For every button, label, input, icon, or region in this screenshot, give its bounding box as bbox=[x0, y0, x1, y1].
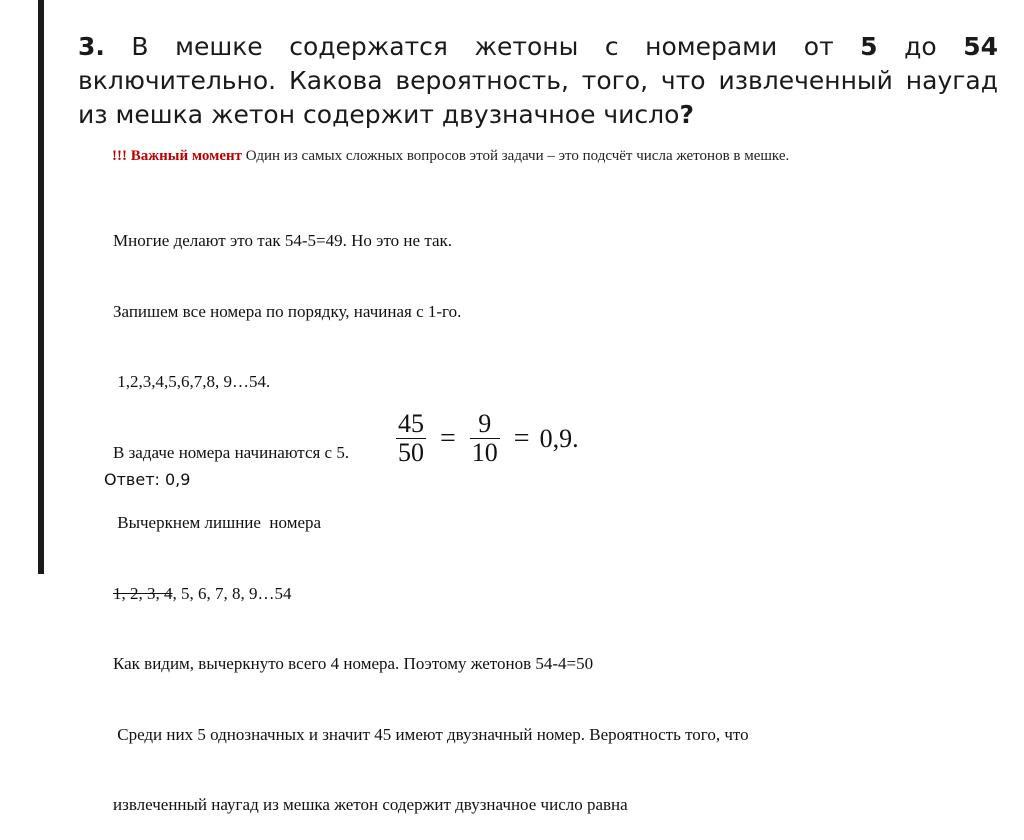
solution-line-3: 1,2,3,4,5,6,7,8, 9…54. bbox=[113, 372, 271, 391]
fraction-2-denominator: 10 bbox=[471, 438, 498, 467]
important-note-text: Один из самых сложных вопросов этой задачи – это подсчёт числа жетонов в мешке. bbox=[241, 148, 790, 164]
fraction-45-50 bbox=[396, 410, 426, 467]
answer: Ответ: 0,9 bbox=[104, 470, 191, 489]
problem-number: 3. bbox=[78, 32, 105, 61]
title-text-1: В мешке содержатся жетоны с номерами от bbox=[104, 32, 861, 61]
title-question-mark: ? bbox=[679, 100, 694, 129]
important-note-label: !!! Важный момент bbox=[112, 148, 242, 164]
title-text-3: включительно. Какова вероятность, того, что извлеченный наугад из мешка жетон содержит двузначное число bbox=[78, 66, 998, 129]
important-note bbox=[112, 148, 789, 165]
probability-formula bbox=[392, 410, 579, 467]
solution-line-2: Запишем все номера по порядку, начиная с 1-го. bbox=[113, 301, 462, 321]
remaining-numbers: , 5, 6, 7, 8, 9…54 bbox=[172, 583, 292, 603]
solution-line-5: Вычеркнем лишние номера bbox=[113, 513, 322, 532]
struck-numbers: 1, 2, 3, 4 bbox=[113, 583, 173, 603]
title-text-2: до bbox=[877, 32, 964, 61]
equals-sign-2: = bbox=[513, 422, 530, 454]
solution-line-7: Как видим, вычеркнуто всего 4 номера. Поэтому жетонов 54-4=50 bbox=[113, 654, 594, 673]
solution-line-6 bbox=[113, 582, 749, 606]
solution-line-9: извлеченный наугад из мешка жетон содержит двузначное число равна bbox=[113, 795, 628, 814]
solution-line-1: Многие делают это так 54-5=49. Но это не так. bbox=[113, 231, 453, 250]
title-number-from: 5 bbox=[860, 32, 878, 61]
title-number-to: 54 bbox=[963, 32, 998, 61]
equals-sign-1: = bbox=[440, 422, 456, 454]
fraction-9-10 bbox=[470, 410, 500, 467]
formula-result: 0,9. bbox=[539, 423, 579, 453]
solution-line-4: В задаче номера начинаются с 5. bbox=[113, 442, 350, 462]
fraction-1-numerator: 45 bbox=[398, 409, 424, 438]
fraction-1-denominator: 50 bbox=[398, 438, 424, 467]
solution-line-8: Среди них 5 однозначных и значит 45 имеют двузначный номер. Вероятность того, что bbox=[113, 724, 749, 744]
problem-title bbox=[78, 30, 998, 132]
fraction-2-numerator: 9 bbox=[478, 409, 492, 438]
left-accent-bar bbox=[38, 0, 44, 574]
solution-text bbox=[113, 182, 749, 840]
